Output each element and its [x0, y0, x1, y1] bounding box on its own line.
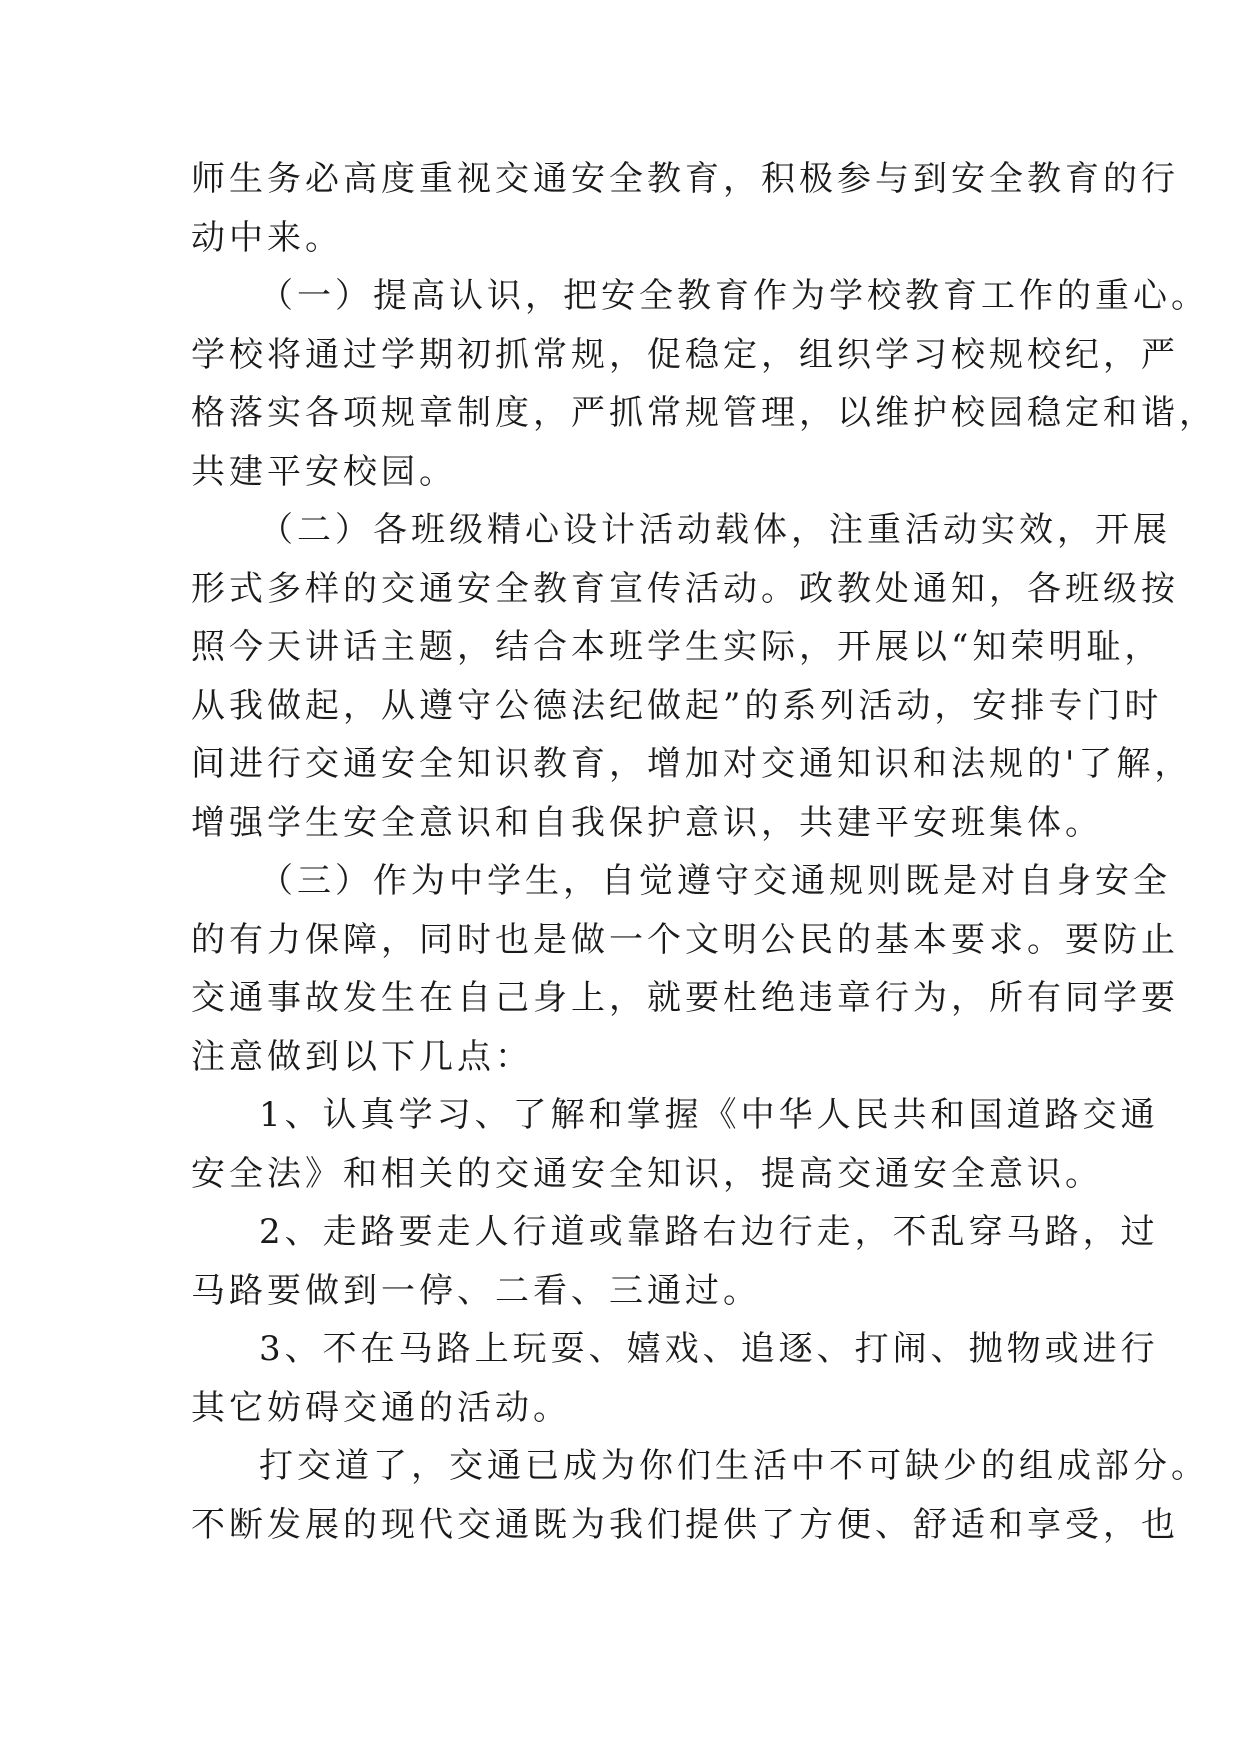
text-line: 从我做起，从遵守公德法纪做起”的系列活动，安排专门时 [191, 685, 1163, 726]
text-line: 3、不在马路上玩耍、嬉戏、追逐、打闹、抛物或进行 [259, 1329, 1159, 1369]
text-line: 增强学生安全意识和自我保护意识，共建平安班集体。 [191, 802, 1103, 843]
text-line: 形式多样的交通安全教育宣传活动。政教处通知，各班级按 [191, 568, 1179, 609]
text-line: 师生务必高度重视交通安全教育，积极参与到安全教育的行 [191, 159, 1179, 199]
text-line: 交通事故发生在自己身上，就要杜绝违章行为，所有同学要 [191, 978, 1179, 1018]
document-body [191, 150, 1217, 1554]
text-line: （三）作为中学生，自觉遵守交通规则既是对自身安全 [259, 861, 1171, 901]
text-line: 不断发展的现代交通既为我们提供了方便、舒适和享受，也 [191, 1504, 1179, 1545]
text-line: 的有力保障，同时也是做一个文明公民的基本要求。要防止 [191, 919, 1179, 960]
text-line: 1、认真学习、了解和掌握《中华人民共和国道路交通 [259, 1095, 1159, 1135]
text-line: 注意做到以下几点： [191, 1036, 533, 1077]
text-line: 动中来。 [191, 217, 343, 258]
text-line: 格落实各项规章制度，严抓常规管理，以维护校园稳定和谐， [191, 393, 1217, 433]
text-line: 照今天讲话主题，结合本班学生实际，开展以“知荣明耻， [191, 627, 1163, 667]
text-line: 学校将通过学期初抓常规，促稳定，组织学习校规校纪，严 [191, 334, 1179, 375]
text-line: 马路要做到一停、二看、三通过。 [191, 1270, 761, 1311]
text-line: （一）提高认识，把安全教育作为学校教育工作的重心。 [259, 276, 1209, 316]
text-line: 打交道了，交通已成为你们生活中不可缺少的组成部分。 [259, 1446, 1209, 1486]
text-line: 2、走路要走人行道或靠路右边行走，不乱穿马路，过 [259, 1212, 1159, 1252]
text-line: 间进行交通安全知识教育，增加对交通知识和法规的'了解， [191, 744, 1193, 784]
text-line: 共建平安校园。 [191, 451, 457, 492]
text-line: 安全法》和相关的交通安全知识，提高交通安全意识。 [191, 1153, 1103, 1194]
text-line: （二）各班级精心设计活动载体，注重活动实效，开展 [259, 510, 1171, 550]
text-line: 其它妨碍交通的活动。 [191, 1387, 571, 1428]
